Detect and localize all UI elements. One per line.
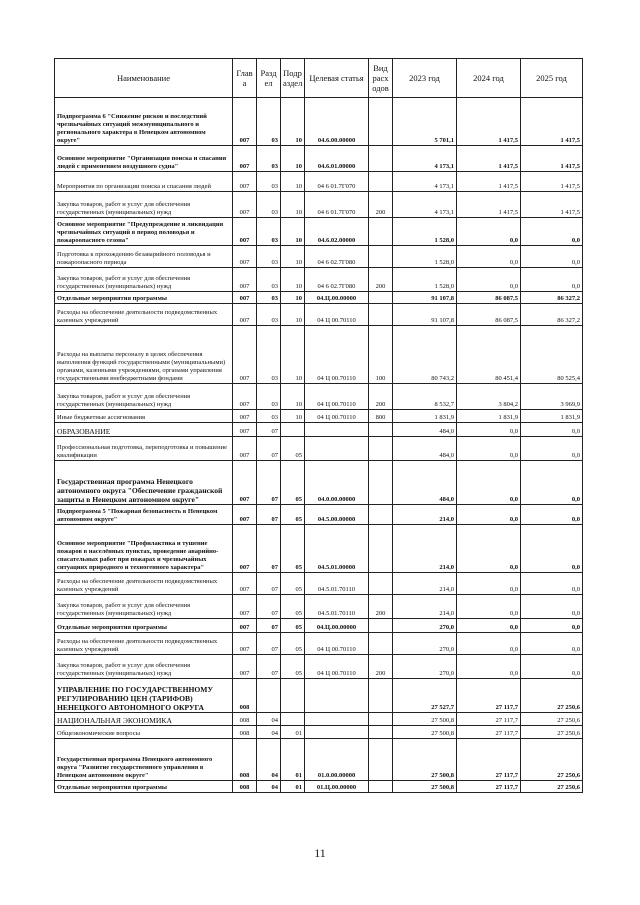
- row-amount-2024: 0,0: [457, 573, 521, 595]
- row-podrazdel: 05: [281, 437, 305, 461]
- row-name: Отдельные мероприятия программы: [55, 619, 233, 633]
- row-target-article: [305, 726, 369, 739]
- row-podrazdel: 10: [281, 98, 305, 146]
- header-glava: Глав а: [233, 59, 257, 98]
- row-amount-2025: 80 525,4: [521, 326, 583, 384]
- row-glava: 007: [233, 505, 257, 525]
- row-name: Закупка товаров, работ и услуг для обеспечения государственных (муниципальных) нужд: [55, 192, 233, 218]
- row-podrazdel: 10: [281, 292, 305, 304]
- row-amount-2025: 1 417,5: [521, 146, 583, 172]
- row-expense-type: 200: [369, 595, 393, 619]
- row-amount-2025: 0,0: [521, 268, 583, 292]
- row-razdel: 04: [257, 781, 281, 793]
- row-amount-2024: 27 117,7: [457, 679, 521, 713]
- table-row: [55, 304, 583, 326]
- row-amount-2025: 1 831,9: [521, 410, 583, 423]
- table-row: [55, 268, 583, 292]
- row-amount-2023: 27 500,8: [393, 781, 457, 793]
- table-row: [55, 292, 583, 304]
- row-target-article: 04.5.01.70110: [305, 573, 369, 595]
- row-amount-2025: 0,0: [521, 595, 583, 619]
- row-glava: 008: [233, 713, 257, 726]
- row-amount-2023: 1 831,9: [393, 410, 457, 423]
- header-expense-type: Вид расх одов: [369, 59, 393, 98]
- row-amount-2025: 27 250,6: [521, 726, 583, 739]
- row-name: Профессиональная подготовка, переподготовка и повышение квалификации: [55, 437, 233, 461]
- table-row: [55, 437, 583, 461]
- table-row: [55, 384, 583, 410]
- row-target-article: 04.5.01.00000: [305, 525, 369, 573]
- row-expense-type: [369, 461, 393, 505]
- table-row: [55, 423, 583, 437]
- row-amount-2023: 27 500,8: [393, 726, 457, 739]
- row-amount-2023: 214,0: [393, 525, 457, 573]
- row-amount-2024: 0,0: [457, 246, 521, 268]
- row-podrazdel: 10: [281, 192, 305, 218]
- row-glava: 007: [233, 437, 257, 461]
- row-amount-2025: 0,0: [521, 655, 583, 679]
- table-row: [55, 573, 583, 595]
- row-podrazdel: 05: [281, 619, 305, 633]
- row-amount-2024: 1 417,5: [457, 146, 521, 172]
- row-amount-2025: 0,0: [521, 437, 583, 461]
- row-name: Расходы на обеспечение деятельности подведомственных казенных учреждений: [55, 304, 233, 326]
- row-razdel: 03: [257, 268, 281, 292]
- header-name: Наименование: [55, 59, 233, 98]
- table-row: [55, 655, 583, 679]
- row-glava: 007: [233, 292, 257, 304]
- row-razdel: 07: [257, 461, 281, 505]
- row-target-article: 04.0.00.00000: [305, 461, 369, 505]
- row-razdel: 07: [257, 619, 281, 633]
- row-expense-type: [369, 146, 393, 172]
- row-glava: 007: [233, 304, 257, 326]
- row-razdel: 03: [257, 292, 281, 304]
- row-amount-2024: 0,0: [457, 218, 521, 246]
- row-amount-2024: 80 451,4: [457, 326, 521, 384]
- table-row: [55, 98, 583, 146]
- row-target-article: 04.5.00.00000: [305, 505, 369, 525]
- row-podrazdel: [281, 423, 305, 437]
- row-expense-type: [369, 505, 393, 525]
- row-name: Подготовка к прохождению безаварийного половодья и пожароопасного периода: [55, 246, 233, 268]
- row-expense-type: [369, 246, 393, 268]
- row-name: Отдельные мероприятия программы: [55, 781, 233, 793]
- row-expense-type: [369, 172, 393, 192]
- table-body: [55, 98, 583, 793]
- row-expense-type: 200: [369, 384, 393, 410]
- budget-sheet: [54, 58, 582, 793]
- row-name: НАЦИОНАЛЬНАЯ ЭКОНОМИКА: [55, 713, 233, 726]
- table-row: [55, 595, 583, 619]
- header-2025: 2025 год: [521, 59, 583, 98]
- row-glava: 007: [233, 146, 257, 172]
- row-glava: 007: [233, 246, 257, 268]
- row-amount-2024: 0,0: [457, 437, 521, 461]
- row-expense-type: 200: [369, 192, 393, 218]
- row-target-article: 04.6.00.00000: [305, 98, 369, 146]
- row-podrazdel: 10: [281, 268, 305, 292]
- row-razdel: 03: [257, 218, 281, 246]
- row-target-article: 04 Ц 00.70110: [305, 410, 369, 423]
- row-name: Закупка товаров, работ и услуг для обеспечения государственных (муниципальных) нужд: [55, 595, 233, 619]
- row-amount-2023: 5 701,1: [393, 98, 457, 146]
- row-amount-2025: 0,0: [521, 525, 583, 573]
- row-expense-type: [369, 726, 393, 739]
- row-glava: 007: [233, 268, 257, 292]
- row-amount-2025: 0,0: [521, 423, 583, 437]
- row-razdel: 04: [257, 726, 281, 739]
- row-target-article: 04.5.01.70110: [305, 595, 369, 619]
- row-glava: 007: [233, 384, 257, 410]
- row-name: УПРАВЛЕНИЕ ПО ГОСУДАРСТВЕННОМУ РЕГУЛИРОВАНИЮ ЦЕН (ТАРИФОВ) НЕНЕЦКОГО АВТОНОМНОГО ОКРУГА: [55, 679, 233, 713]
- row-razdel: 03: [257, 326, 281, 384]
- row-amount-2025: 0,0: [521, 218, 583, 246]
- row-podrazdel: 05: [281, 595, 305, 619]
- row-expense-type: [369, 218, 393, 246]
- row-amount-2024: 3 804,2: [457, 384, 521, 410]
- row-glava: 007: [233, 98, 257, 146]
- row-expense-type: 100: [369, 326, 393, 384]
- row-amount-2023: 1 528,0: [393, 268, 457, 292]
- row-name: Закупка товаров, работ и услуг для обеспечения государственных (муниципальных) нужд: [55, 384, 233, 410]
- row-glava: 007: [233, 172, 257, 192]
- row-razdel: 07: [257, 633, 281, 655]
- row-target-article: 04 6 02.7Г080: [305, 246, 369, 268]
- header-target-article: Целевая статья: [305, 59, 369, 98]
- budget-table: [54, 58, 583, 793]
- row-amount-2024: 1 417,5: [457, 98, 521, 146]
- row-amount-2023: 4 173,1: [393, 146, 457, 172]
- row-glava: 007: [233, 461, 257, 505]
- row-razdel: 07: [257, 595, 281, 619]
- table-row: [55, 505, 583, 525]
- row-amount-2024: 27 117,7: [457, 726, 521, 739]
- row-name: Расходы на обеспечение деятельности подведомственных казенных учреждений: [55, 633, 233, 655]
- row-amount-2025: 0,0: [521, 619, 583, 633]
- row-amount-2023: 27 500,8: [393, 713, 457, 726]
- row-name: Основное мероприятие "Профилактика и тушение пожаров в населённых пунктах, проведение аварийно-спасательных работ при пожарах и чрезвычайных ситуациях природного и техногенного характера": [55, 525, 233, 573]
- row-name: Отдельные мероприятия программы: [55, 292, 233, 304]
- table-row: [55, 679, 583, 713]
- row-podrazdel: 05: [281, 655, 305, 679]
- page-number: 11: [314, 846, 326, 860]
- table-row: [55, 410, 583, 423]
- row-expense-type: [369, 98, 393, 146]
- header-2024: 2024 год: [457, 59, 521, 98]
- row-amount-2023: 214,0: [393, 573, 457, 595]
- row-target-article: [305, 423, 369, 437]
- row-podrazdel: 05: [281, 573, 305, 595]
- row-name: Основное мероприятие "Организация поиска и спасания людей с применением воздушного судна": [55, 146, 233, 172]
- row-glava: 007: [233, 619, 257, 633]
- row-amount-2025: 0,0: [521, 633, 583, 655]
- row-amount-2024: 27 117,7: [457, 781, 521, 793]
- row-target-article: [305, 437, 369, 461]
- row-amount-2024: 27 117,7: [457, 713, 521, 726]
- row-razdel: 03: [257, 172, 281, 192]
- row-expense-type: 200: [369, 655, 393, 679]
- row-amount-2024: 27 117,7: [457, 739, 521, 781]
- table-row: [55, 246, 583, 268]
- row-podrazdel: 10: [281, 410, 305, 423]
- row-name: Государственная программа Ненецкого автономного округа "Развитие государственного управления в Ненецком автономном округе": [55, 739, 233, 781]
- row-expense-type: [369, 633, 393, 655]
- row-glava: 007: [233, 326, 257, 384]
- row-expense-type: [369, 304, 393, 326]
- row-expense-type: [369, 713, 393, 726]
- row-amount-2023: 214,0: [393, 595, 457, 619]
- row-amount-2023: 484,0: [393, 461, 457, 505]
- row-glava: 008: [233, 739, 257, 781]
- table-row: [55, 146, 583, 172]
- table-row: [55, 739, 583, 781]
- row-amount-2024: 1 831,9: [457, 410, 521, 423]
- row-podrazdel: 01: [281, 781, 305, 793]
- row-razdel: 03: [257, 410, 281, 423]
- row-podrazdel: 10: [281, 218, 305, 246]
- row-glava: 007: [233, 573, 257, 595]
- row-amount-2024: 1 417,5: [457, 172, 521, 192]
- row-target-article: 04 Ц 00.70110: [305, 326, 369, 384]
- row-amount-2024: 0,0: [457, 461, 521, 505]
- row-name: Расходы на выплаты персоналу в целях обеспечения выполнения функций государственными (муниципальными) органами, казенными учреждениями, органами управления государственными внебюджетными фондами: [55, 326, 233, 384]
- row-expense-type: [369, 292, 393, 304]
- row-amount-2025: 1 417,5: [521, 192, 583, 218]
- row-target-article: 04.6.02.00000: [305, 218, 369, 246]
- row-amount-2023: 484,0: [393, 437, 457, 461]
- row-amount-2025: 27 250,6: [521, 739, 583, 781]
- table-row: [55, 326, 583, 384]
- row-razdel: 03: [257, 304, 281, 326]
- row-amount-2024: 86 087,5: [457, 292, 521, 304]
- row-expense-type: [369, 573, 393, 595]
- row-target-article: [305, 713, 369, 726]
- header-2023: 2023 год: [393, 59, 457, 98]
- row-amount-2025: 0,0: [521, 573, 583, 595]
- row-amount-2023: 270,0: [393, 633, 457, 655]
- row-expense-type: [369, 781, 393, 793]
- row-glava: 007: [233, 595, 257, 619]
- row-amount-2024: 0,0: [457, 525, 521, 573]
- row-razdel: 03: [257, 246, 281, 268]
- table-row: [55, 192, 583, 218]
- row-amount-2025: 1 417,5: [521, 172, 583, 192]
- row-target-article: 01.0.00.00000: [305, 739, 369, 781]
- row-amount-2025: 86 327,2: [521, 292, 583, 304]
- row-podrazdel: 10: [281, 304, 305, 326]
- row-razdel: 07: [257, 505, 281, 525]
- row-razdel: 07: [257, 525, 281, 573]
- header-razdel: Разд ел: [257, 59, 281, 98]
- table-row: [55, 726, 583, 739]
- row-expense-type: 800: [369, 410, 393, 423]
- table-row: [55, 633, 583, 655]
- row-glava: 008: [233, 726, 257, 739]
- row-expense-type: [369, 679, 393, 713]
- row-amount-2023: 4 173,1: [393, 172, 457, 192]
- table-row: [55, 619, 583, 633]
- row-amount-2025: 0,0: [521, 246, 583, 268]
- row-target-article: 04 Ц 00.70110: [305, 304, 369, 326]
- table-row: [55, 461, 583, 505]
- row-expense-type: 200: [369, 268, 393, 292]
- row-podrazdel: 05: [281, 633, 305, 655]
- row-podrazdel: 10: [281, 246, 305, 268]
- row-target-article: 04 Ц 00.70110: [305, 384, 369, 410]
- row-amount-2025: 86 327,2: [521, 304, 583, 326]
- row-amount-2024: 0,0: [457, 655, 521, 679]
- row-target-article: [305, 679, 369, 713]
- row-razdel: 07: [257, 573, 281, 595]
- header-podrazdel: Подр аздел: [281, 59, 305, 98]
- row-razdel: 03: [257, 146, 281, 172]
- row-podrazdel: [281, 679, 305, 713]
- row-glava: 008: [233, 781, 257, 793]
- row-glava: 008: [233, 679, 257, 713]
- row-amount-2025: 0,0: [521, 461, 583, 505]
- row-expense-type: [369, 437, 393, 461]
- row-amount-2023: 1 528,0: [393, 246, 457, 268]
- row-amount-2023: 80 743,2: [393, 326, 457, 384]
- row-glava: 007: [233, 525, 257, 573]
- row-glava: 007: [233, 655, 257, 679]
- row-target-article: 01.Ц.00.00000: [305, 781, 369, 793]
- row-razdel: 04: [257, 739, 281, 781]
- row-glava: 007: [233, 218, 257, 246]
- row-expense-type: [369, 525, 393, 573]
- row-name: Основное мероприятие "Предупреждение и ликвидация чрезвычайных ситуаций в период половодья и пожароопасного сезона": [55, 218, 233, 246]
- row-glava: 007: [233, 633, 257, 655]
- row-amount-2024: 0,0: [457, 595, 521, 619]
- header-row: [55, 59, 583, 98]
- row-razdel: 03: [257, 384, 281, 410]
- row-razdel: 03: [257, 192, 281, 218]
- row-name: Подпрограмма 6 "Снижение рисков и последствий чрезвычайных ситуаций межмуниципального и регионального характера в Ненецком автономном округе": [55, 98, 233, 146]
- row-amount-2023: 484,0: [393, 423, 457, 437]
- row-podrazdel: 10: [281, 172, 305, 192]
- row-amount-2025: 27 250,6: [521, 781, 583, 793]
- row-amount-2023: 270,0: [393, 619, 457, 633]
- row-amount-2024: 1 417,5: [457, 192, 521, 218]
- row-target-article: 04 6 02.7Г080: [305, 268, 369, 292]
- row-expense-type: [369, 739, 393, 781]
- row-razdel: 04: [257, 713, 281, 726]
- table-row: [55, 525, 583, 573]
- row-amount-2024: 0,0: [457, 619, 521, 633]
- row-target-article: 04.6.01.00000: [305, 146, 369, 172]
- row-glava: 007: [233, 410, 257, 423]
- row-name: Закупка товаров, работ и услуг для обеспечения государственных (муниципальных) нужд: [55, 268, 233, 292]
- row-glava: 007: [233, 192, 257, 218]
- row-razdel: 07: [257, 423, 281, 437]
- row-amount-2023: 27 527,7: [393, 679, 457, 713]
- row-razdel: 07: [257, 655, 281, 679]
- row-amount-2024: 0,0: [457, 505, 521, 525]
- row-amount-2023: 91 107,8: [393, 304, 457, 326]
- row-amount-2023: 1 528,0: [393, 218, 457, 246]
- table-row: [55, 218, 583, 246]
- row-podrazdel: 01: [281, 739, 305, 781]
- table-row: [55, 781, 583, 793]
- row-target-article: 04 6 01.7Г070: [305, 192, 369, 218]
- row-amount-2023: 27 500,8: [393, 739, 457, 781]
- row-amount-2024: 0,0: [457, 268, 521, 292]
- row-name: ОБРАЗОВАНИЕ: [55, 423, 233, 437]
- row-target-article: 04.Ц.00.00000: [305, 619, 369, 633]
- row-amount-2023: 214,0: [393, 505, 457, 525]
- row-amount-2025: 1 417,5: [521, 98, 583, 146]
- row-amount-2025: 3 969,9: [521, 384, 583, 410]
- row-amount-2024: 0,0: [457, 423, 521, 437]
- row-amount-2023: 91 107,8: [393, 292, 457, 304]
- row-razdel: 07: [257, 437, 281, 461]
- row-name: Расходы на обеспечение деятельности подведомственных казенных учреждений: [55, 573, 233, 595]
- row-amount-2025: 0,0: [521, 505, 583, 525]
- row-amount-2025: 27 250,6: [521, 679, 583, 713]
- row-podrazdel: 05: [281, 461, 305, 505]
- row-razdel: [257, 679, 281, 713]
- row-name: Иные бюджетные ассигнования: [55, 410, 233, 423]
- row-podrazdel: 01: [281, 726, 305, 739]
- row-name: Общеэкономические вопросы: [55, 726, 233, 739]
- row-podrazdel: 05: [281, 505, 305, 525]
- row-razdel: 03: [257, 98, 281, 146]
- row-name: Закупка товаров, работ и услуг для обеспечения государственных (муниципальных) нужд: [55, 655, 233, 679]
- row-podrazdel: 10: [281, 384, 305, 410]
- row-podrazdel: [281, 713, 305, 726]
- row-amount-2024: 0,0: [457, 633, 521, 655]
- row-podrazdel: 05: [281, 525, 305, 573]
- row-target-article: 04 Ц 00.70110: [305, 655, 369, 679]
- row-name: Государственная программа Ненецкого автономного округа "Обеспечение гражданской защиты в Ненецком автономном округе": [55, 461, 233, 505]
- row-target-article: 04 Ц 00.70110: [305, 633, 369, 655]
- row-amount-2023: 4 173,1: [393, 192, 457, 218]
- table-row: [55, 713, 583, 726]
- row-podrazdel: 10: [281, 146, 305, 172]
- row-amount-2025: 27 250,6: [521, 713, 583, 726]
- row-amount-2024: 86 087,5: [457, 304, 521, 326]
- row-name: Мероприятия по организации поиска и спасания людей: [55, 172, 233, 192]
- row-target-article: 04 6 01.7Г070: [305, 172, 369, 192]
- row-expense-type: [369, 619, 393, 633]
- row-glava: 007: [233, 423, 257, 437]
- row-amount-2023: 270,0: [393, 655, 457, 679]
- row-amount-2023: 8 532,7: [393, 384, 457, 410]
- row-target-article: 04.Ц.00.00000: [305, 292, 369, 304]
- table-row: [55, 172, 583, 192]
- row-podrazdel: 10: [281, 326, 305, 384]
- row-expense-type: [369, 423, 393, 437]
- row-name: Подпрограмма 5 "Пожарная безопасность в Ненецком автономном округе": [55, 505, 233, 525]
